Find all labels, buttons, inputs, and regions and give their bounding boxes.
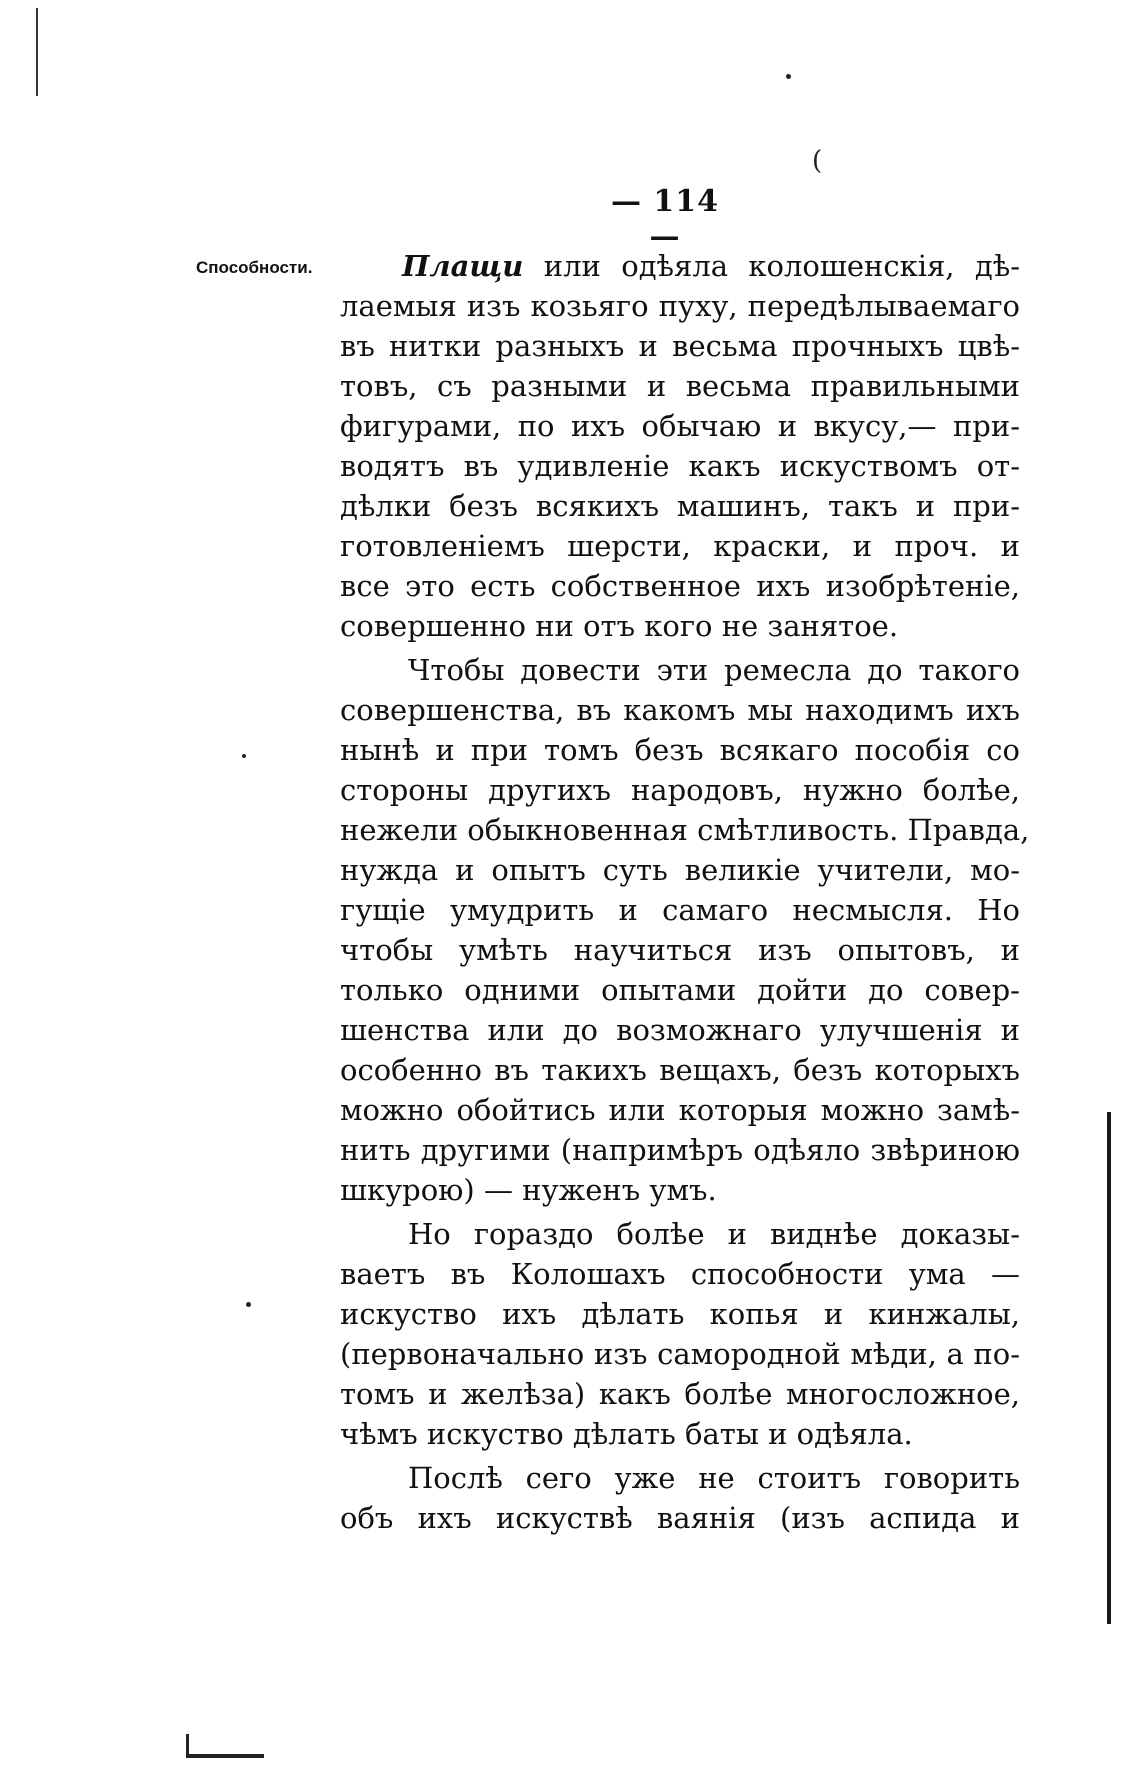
text-line: дѣлки безъ всякихъ машинъ, такъ и при- [340,489,1020,523]
text-line: ваетъ въ Колошахъ способности ума — [340,1257,1020,1291]
text-line: шкурою) — нуженъ умъ. [340,1173,717,1207]
text-line: нынѣ и при томъ безъ всякаго пособія со [340,733,1020,767]
text-line: искуство ихъ дѣлать копья и кинжалы, [340,1297,1020,1331]
ink-speck [786,74,791,79]
paragraph [340,1214,1020,1454]
text-line: Послѣ сего уже не стоитъ говорить [408,1461,1020,1495]
text-line: (первоначально изъ самородной мѣди, а по- [340,1337,1020,1371]
text-line: гущіе умудрить и самаго несмысля. Но [340,893,1020,927]
text-line: чѣмъ искуство дѣлать баты и одѣяла. [340,1417,913,1451]
text-line: готовленіемъ шерсти, краски, и проч. и [340,529,1020,563]
page-number: — 114 — [610,184,720,254]
scan-edge-mark [1107,1112,1111,1624]
scan-edge-mark [186,1754,264,1758]
text-line: объ ихъ искуствѣ ваянія (изъ аспида и [340,1501,1020,1535]
text-line: чтобы умѣть научиться изъ опытовъ, и [340,933,1020,967]
main-text [340,246,1030,1538]
paragraph [340,246,1020,646]
paragraph [340,1458,1020,1538]
text-line: въ нитки разныхъ и весьма прочныхъ цвѣ- [340,329,1020,363]
scan-edge-mark [36,8,38,96]
text-line: лаемыя изъ козьяго пуху, передѣлываемаго [340,289,1020,323]
text-line: томъ и желѣза) какъ болѣе многосложное, [340,1377,1020,1411]
text-line: нежели обыкновенная смѣтливость. Правда, [340,813,1030,847]
text-line: особенно въ такихъ вещахъ, безъ которыхъ [340,1053,1020,1087]
text-line: совершенно ни отъ кого не занятое. [340,609,899,643]
text-line: Но гораздо болѣе и виднѣе доказы- [408,1217,1020,1251]
paragraph [340,650,1030,1210]
text-line: товъ, съ разными и весьма правильными [340,369,1020,403]
text-line: нужда и опытъ суть великіе учители, мо- [340,853,1020,887]
text-line: Плащи или одѣяла колошенскія, дѣ- [402,249,1020,283]
ink-speck [242,754,246,758]
italic-lead-word: Плащи [402,249,524,283]
text-line: шенства или до возможнаго улучшенія и [340,1013,1020,1047]
text-line: фигурами, по ихъ обычаю и вкусу,— при- [340,409,1020,443]
text-line: водятъ въ удивленіе какъ искуствомъ от- [340,449,1020,483]
scan-edge-mark [186,1734,189,1758]
text-line: только одними опытами дойти до совер- [340,973,1020,1007]
text-line: Чтобы довести эти ремесла до такого [408,653,1020,687]
text-line: стороны другихъ народовъ, нужно болѣе, [340,773,1020,807]
ink-speck [246,1302,251,1307]
text-line: нить другими (напримѣръ одѣяло звѣриною [340,1133,1020,1167]
margin-note: Способности. [196,258,313,277]
text-line: все это есть собственное ихъ изобрѣтеніе, [340,569,1020,603]
ink-mark: ( [812,146,823,176]
text-line: совершенства, въ какомъ мы находимъ ихъ [340,693,1020,727]
text-line: можно обойтись или которыя можно замѣ- [340,1093,1020,1127]
